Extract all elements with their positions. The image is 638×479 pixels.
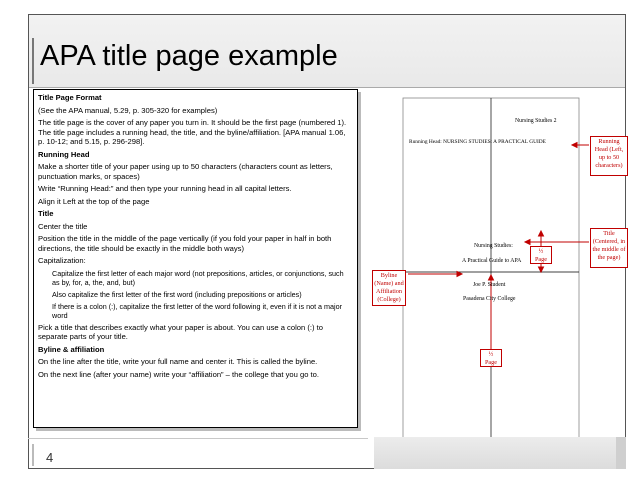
callout-title: Title (Centered, in the middle of the page) [590, 228, 628, 268]
figure-title-line1: Nursing Studies: [474, 243, 513, 249]
content-box-shadow-right [358, 92, 361, 430]
slide-page-number: 4 [46, 450, 54, 465]
figure-running-head: Running Head: NURSING STUDIES: A PRACTICAL GUIDE [409, 139, 546, 145]
callout-half-page-right: ½ Page [530, 246, 552, 264]
content-box [33, 89, 358, 428]
slide-title: APA title page example [40, 40, 338, 72]
callout-byline: Byline (Name) and Affiliation (College) [372, 270, 406, 306]
paragraph-pick-title: Pick a title that describes exactly what your paper is about. You can use a colon (:) to separate parts of your title. [38, 322, 323, 341]
paragraph-cover: The title page is the cover of any paper you turn in. It should be the first page (numbered 1). The title page includes a running head, the title, and the byline/affiliation. [APA manual 1.06, p. 10-12; and 5.15, p. 296-298]. [38, 118, 347, 146]
heading-title-page-format: Title Page Format [38, 93, 102, 102]
paragraph-align-left: Align it Left at the top of the page [38, 196, 150, 206]
figure-header-right: Nursing Studies 2 [515, 118, 557, 124]
paragraph-affiliation: On the next line (after your name) write your “affiliation” – the college that you go to. [38, 369, 319, 379]
paragraph-byline: On the line after the title, write your full name and center it. This is called the byline. [38, 357, 318, 366]
paragraph-shorter-title: Make a shorter title of your paper using up to 50 characters (characters count as letters, punctuation marks, or spaces) [38, 162, 333, 181]
apa-title-page-figure [368, 96, 630, 442]
figure-college: Pasadena City College [463, 296, 516, 302]
paragraph-center-title: Center the title [38, 221, 88, 231]
paragraph-manual: (See the APA manual, 5.29, p. 305-320 for examples) [38, 105, 218, 115]
footer-bar [374, 437, 626, 469]
callout-running-head: Running Head (Left, up to 50 characters) [590, 136, 628, 176]
paragraph-write-running-head: Write “Running Head:” and then type your running head in all capital letters. [38, 184, 292, 193]
heading-byline: Byline & affiliation [38, 344, 105, 354]
paragraph-capitalization: Capitalization: [38, 256, 86, 265]
heading-running-head: Running Head [38, 149, 90, 159]
sub-item-colon: If there is a colon (:), capitalize the first letter of the word following it, even if it is not a major word [52, 301, 343, 320]
figure-author: Joe P. Student [473, 282, 506, 288]
sub-item-major-words: Capitalize the first letter of each major word (not prepositions, articles, or conjunctions, such as by, for, a, the, and, but) [52, 268, 344, 287]
figure-title-line2: A Practical Guide to APA [462, 258, 522, 264]
footer-rule [28, 438, 368, 439]
content-box-shadow-bottom [36, 428, 361, 431]
heading-title: Title [38, 209, 54, 218]
sub-item-first-word: Also capitalize the first letter of the first word (including prepositions or articles) [52, 289, 302, 299]
footer-bar-end [616, 437, 626, 469]
page-number-accent-bar [32, 444, 34, 466]
callout-half-page-bottom: ½ Page [480, 349, 502, 367]
paragraph-position-title: Position the title in the middle of the page vertically (if you fold your paper in half in both directions, the title should be exactly in the middle both ways) [38, 234, 332, 253]
